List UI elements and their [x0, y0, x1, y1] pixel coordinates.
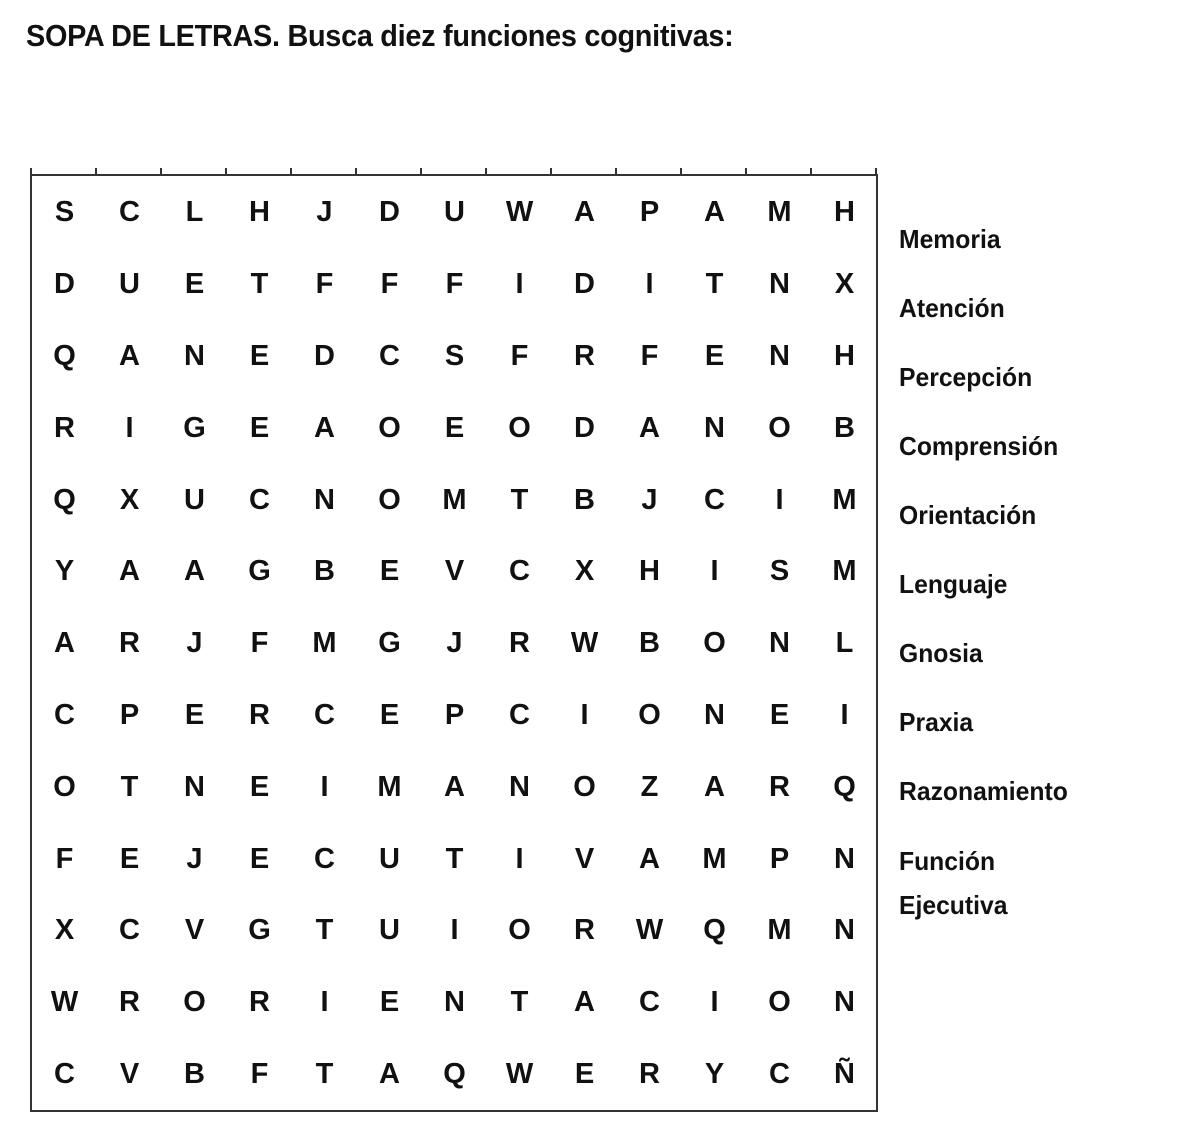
grid-letter-cell: R [119, 986, 140, 1019]
grid-letter-cell: E [574, 1057, 595, 1090]
word-list-item [899, 425, 1165, 494]
grid-letter-cell: N [509, 770, 530, 803]
word-list-item-text: Ejecutiva [899, 890, 1008, 920]
grid-letter-cell: H [834, 339, 855, 372]
grid-letter-cell: A [54, 627, 75, 660]
word-list-item [899, 287, 1165, 356]
grid-letter-cell: Z [640, 770, 659, 803]
grid-letter-cell: C [54, 1057, 75, 1090]
word-list-item-text: Función [899, 846, 996, 876]
grid-letter-cell: N [834, 914, 855, 947]
grid-letter-cell: X [54, 914, 75, 947]
grid-letter-cell: R [574, 339, 595, 372]
grid-letter-cell: Q [53, 339, 76, 372]
word-list-item-text: Comprensión [899, 431, 1059, 461]
word-list-item-text: Atención [899, 293, 1005, 323]
grid-letter-cell: I [840, 698, 849, 731]
grid-letter-cell: N [704, 698, 725, 731]
grid-letter-cell: W [505, 1057, 534, 1090]
grid-letter-cell: R [639, 1057, 660, 1090]
grid-letter-cell: R [249, 986, 270, 1019]
grid-letter-cell: E [249, 770, 270, 803]
word-list-item [899, 356, 1165, 425]
grid-letter-cell: N [834, 842, 855, 875]
grid-letter-cell: T [315, 914, 334, 947]
grid-letter-cell: J [186, 627, 203, 660]
grid-letter-cell: C [509, 555, 530, 588]
word-list-item [899, 494, 1165, 563]
grid-letter-cell: W [50, 986, 79, 1019]
grid-letter-cell: O [378, 483, 401, 516]
grid-letter-cell: M [702, 842, 727, 875]
grid-letter-cell: Y [704, 1057, 725, 1090]
word-list-item-text: Percepción [899, 362, 1033, 392]
grid-letter-cell: T [315, 1057, 334, 1090]
grid-letter-cell: V [444, 555, 465, 588]
grid-letter-cell: P [769, 842, 790, 875]
grid-letter-cell: O [378, 411, 401, 444]
grid-letter-cell: N [769, 268, 790, 301]
grid-letter-cell: O [768, 411, 791, 444]
grid-letter-cell: Q [443, 1057, 466, 1090]
grid-letter-cell: A [444, 770, 465, 803]
grid-letter-cell: E [379, 555, 400, 588]
grid-letter-cell: A [574, 196, 595, 229]
word-list-item-text: Gnosia [899, 638, 983, 668]
grid-letter-cell: B [639, 627, 660, 660]
grid-letter-cell: C [769, 1057, 790, 1090]
grid-letter-cell: I [515, 268, 524, 301]
grid-letter-cell: I [710, 555, 719, 588]
grid-letter-cell: P [639, 196, 660, 229]
word-list-item-text: Memoria [899, 224, 1001, 254]
grid-letter-cell: G [248, 914, 271, 947]
grid-letter-cell: Q [833, 770, 856, 803]
grid-letter-cell: E [249, 339, 270, 372]
grid-letter-cell: W [570, 627, 599, 660]
grid-letter-cell: E [184, 698, 205, 731]
grid-letter-cell: I [515, 842, 524, 875]
grid-letter-cell: J [446, 627, 463, 660]
grid-letter-cell: T [120, 770, 139, 803]
grid-letter-cell: C [119, 196, 140, 229]
page-title: SOPA DE LETRAS. Busca diez funciones cognitivas: [26, 18, 734, 53]
grid-letter-cell: U [444, 196, 465, 229]
grid-letter-cell: E [769, 698, 790, 731]
grid-letter-cell: B [834, 411, 855, 444]
grid-letter-cell: O [508, 914, 531, 947]
word-list-item [899, 563, 1165, 632]
grid-letter-cell: A [119, 339, 140, 372]
grid-letter-cell: P [119, 698, 140, 731]
grid-letter-cell: C [249, 483, 270, 516]
grid-letter-cell: P [444, 698, 465, 731]
grid-letter-cell: C [639, 986, 660, 1019]
grid-letter-cell: I [320, 986, 329, 1019]
grid-letter-cell: M [832, 555, 857, 588]
grid-letter-cell: F [55, 842, 74, 875]
grid-letter-cell: X [834, 268, 855, 301]
grid-letter-cell: E [444, 411, 465, 444]
grid-letter-cell: W [505, 196, 534, 229]
grid-letter-cell: V [119, 1057, 140, 1090]
grid-letter-cell: M [377, 770, 402, 803]
grid-letter-cell: C [704, 483, 725, 516]
grid-letter-cell: U [119, 268, 140, 301]
grid-letter-cell: L [835, 627, 854, 660]
word-list [899, 218, 1179, 927]
grid-letter-cell: T [445, 842, 464, 875]
grid-letter-cell: R [249, 698, 270, 731]
grid-letter-cell: J [641, 483, 658, 516]
grid-letter-cell: T [705, 268, 724, 301]
grid-letter-cell: M [767, 196, 792, 229]
grid-letter-cell: T [250, 268, 269, 301]
grid-letter-cell: W [635, 914, 664, 947]
grid-letter-cell: E [249, 842, 270, 875]
grid-letter-cell: I [710, 986, 719, 1019]
grid-letter-cell: D [54, 268, 75, 301]
grid-letter-cell: F [250, 627, 269, 660]
grid-letter-cell: F [445, 268, 464, 301]
grid-letter-cell: O [638, 698, 661, 731]
grid-letter-cell: M [442, 483, 467, 516]
grid-letter-cell: E [184, 268, 205, 301]
word-list-item-text: Orientación [899, 500, 1037, 530]
grid-letter-cell: C [119, 914, 140, 947]
grid-letter-cell: D [314, 339, 335, 372]
grid-letter-cell: D [574, 411, 595, 444]
grid-letter-cell: I [450, 914, 459, 947]
grid-letter-cell: U [379, 914, 400, 947]
grid-letter-cell: B [574, 483, 595, 516]
grid-letter-cell: A [379, 1057, 400, 1090]
grid-letter-cell: Ñ [834, 1057, 855, 1090]
word-list-item [899, 218, 1165, 287]
grid-letter-cell: R [769, 770, 790, 803]
grid-letter-cell: C [314, 698, 335, 731]
grid-letter-cell: X [119, 483, 140, 516]
grid-letter-cell: E [249, 411, 270, 444]
grid-letter-cell: T [510, 483, 529, 516]
grid-letter-cell: F [510, 339, 529, 372]
grid-letter-cell: N [314, 483, 335, 516]
grid-letter-cell: G [183, 411, 206, 444]
word-list-item-text: Lenguaje [899, 569, 1008, 599]
grid-letter-cell: A [639, 842, 660, 875]
grid-letter-cell: U [379, 842, 400, 875]
grid-letter-cell: B [314, 555, 335, 588]
grid-letter-cell: M [767, 914, 792, 947]
grid-letter-cell: D [574, 268, 595, 301]
grid-letter-cell: F [380, 268, 399, 301]
word-list-item-text: Razonamiento [899, 776, 1068, 806]
grid-letter-cell: I [320, 770, 329, 803]
grid-letter-cell: E [379, 986, 400, 1019]
grid-letter-cell: N [184, 339, 205, 372]
grid-letter-cell: R [54, 411, 75, 444]
grid-letter-cell: S [54, 196, 75, 229]
grid-letter-cell: A [574, 986, 595, 1019]
grid-letter-cell: I [775, 483, 784, 516]
grid-letter-cell: M [832, 483, 857, 516]
grid-letter-cell: J [316, 196, 333, 229]
grid-letter-cell: C [314, 842, 335, 875]
grid-letter-cell: G [248, 555, 271, 588]
grid-letter-cell: Y [54, 555, 75, 588]
grid-letter-cell: H [834, 196, 855, 229]
grid-letter-cell: N [444, 986, 465, 1019]
grid-letter-cell: F [250, 1057, 269, 1090]
grid-letter-cell: O [53, 770, 76, 803]
word-list-item [899, 839, 1165, 927]
grid-letter-cell: O [508, 411, 531, 444]
grid-letter-cell: B [184, 1057, 205, 1090]
grid-letter-cell: R [119, 627, 140, 660]
grid-letter-cell: F [315, 268, 334, 301]
grid-letter-cell: R [509, 627, 530, 660]
grid-letter-cell: D [379, 196, 400, 229]
grid-letter-cell: H [249, 196, 270, 229]
grid-letter-cell: N [769, 627, 790, 660]
grid-letter-cell: N [834, 986, 855, 1019]
grid-letter-cell: S [769, 555, 790, 588]
grid-letter-cell: M [312, 627, 337, 660]
grid-letter-cell: G [378, 627, 401, 660]
grid-letter-cell: A [314, 411, 335, 444]
grid-letter-cell: V [184, 914, 205, 947]
grid-letter-cell: E [379, 698, 400, 731]
grid-letter-cell: N [704, 411, 725, 444]
grid-letter-cell: O [183, 986, 206, 1019]
grid-letter-cell: N [769, 339, 790, 372]
grid-letter-cell: C [54, 698, 75, 731]
grid-letter-cell: H [639, 555, 660, 588]
word-search-grid [32, 176, 878, 1109]
word-list-item [899, 770, 1165, 839]
grid-letter-cell: I [645, 268, 654, 301]
grid-letter-cell: Q [53, 483, 76, 516]
word-list-item-text: Praxia [899, 707, 974, 737]
grid-letter-cell: L [185, 196, 204, 229]
grid-letter-cell: E [119, 842, 140, 875]
grid-letter-cell: O [768, 986, 791, 1019]
word-list-item [899, 632, 1165, 701]
grid-letter-cell: A [639, 411, 660, 444]
grid-letter-cell: C [509, 698, 530, 731]
grid-letter-cell: S [444, 339, 465, 372]
grid-letter-cell: I [125, 411, 134, 444]
grid-letter-cell: O [703, 627, 726, 660]
grid-letter-cell: A [184, 555, 205, 588]
grid-letter-cell: V [574, 842, 595, 875]
grid-letter-cell: C [379, 339, 400, 372]
grid-letter-cell: U [184, 483, 205, 516]
word-list-item [899, 701, 1165, 770]
grid-letter-cell: X [574, 555, 595, 588]
grid-letter-cell: I [580, 698, 589, 731]
grid-letter-cell: F [640, 339, 659, 372]
grid-letter-cell: N [184, 770, 205, 803]
grid-letter-cell: A [704, 770, 725, 803]
grid-letter-cell: T [510, 986, 529, 1019]
grid-letter-cell: A [119, 555, 140, 588]
grid-letter-cell: A [704, 196, 725, 229]
grid-letter-cell: R [574, 914, 595, 947]
grid-letter-cell: Q [703, 914, 726, 947]
grid-letter-cell: O [573, 770, 596, 803]
grid-letter-cell: J [186, 842, 203, 875]
grid-letter-cell: E [704, 339, 725, 372]
